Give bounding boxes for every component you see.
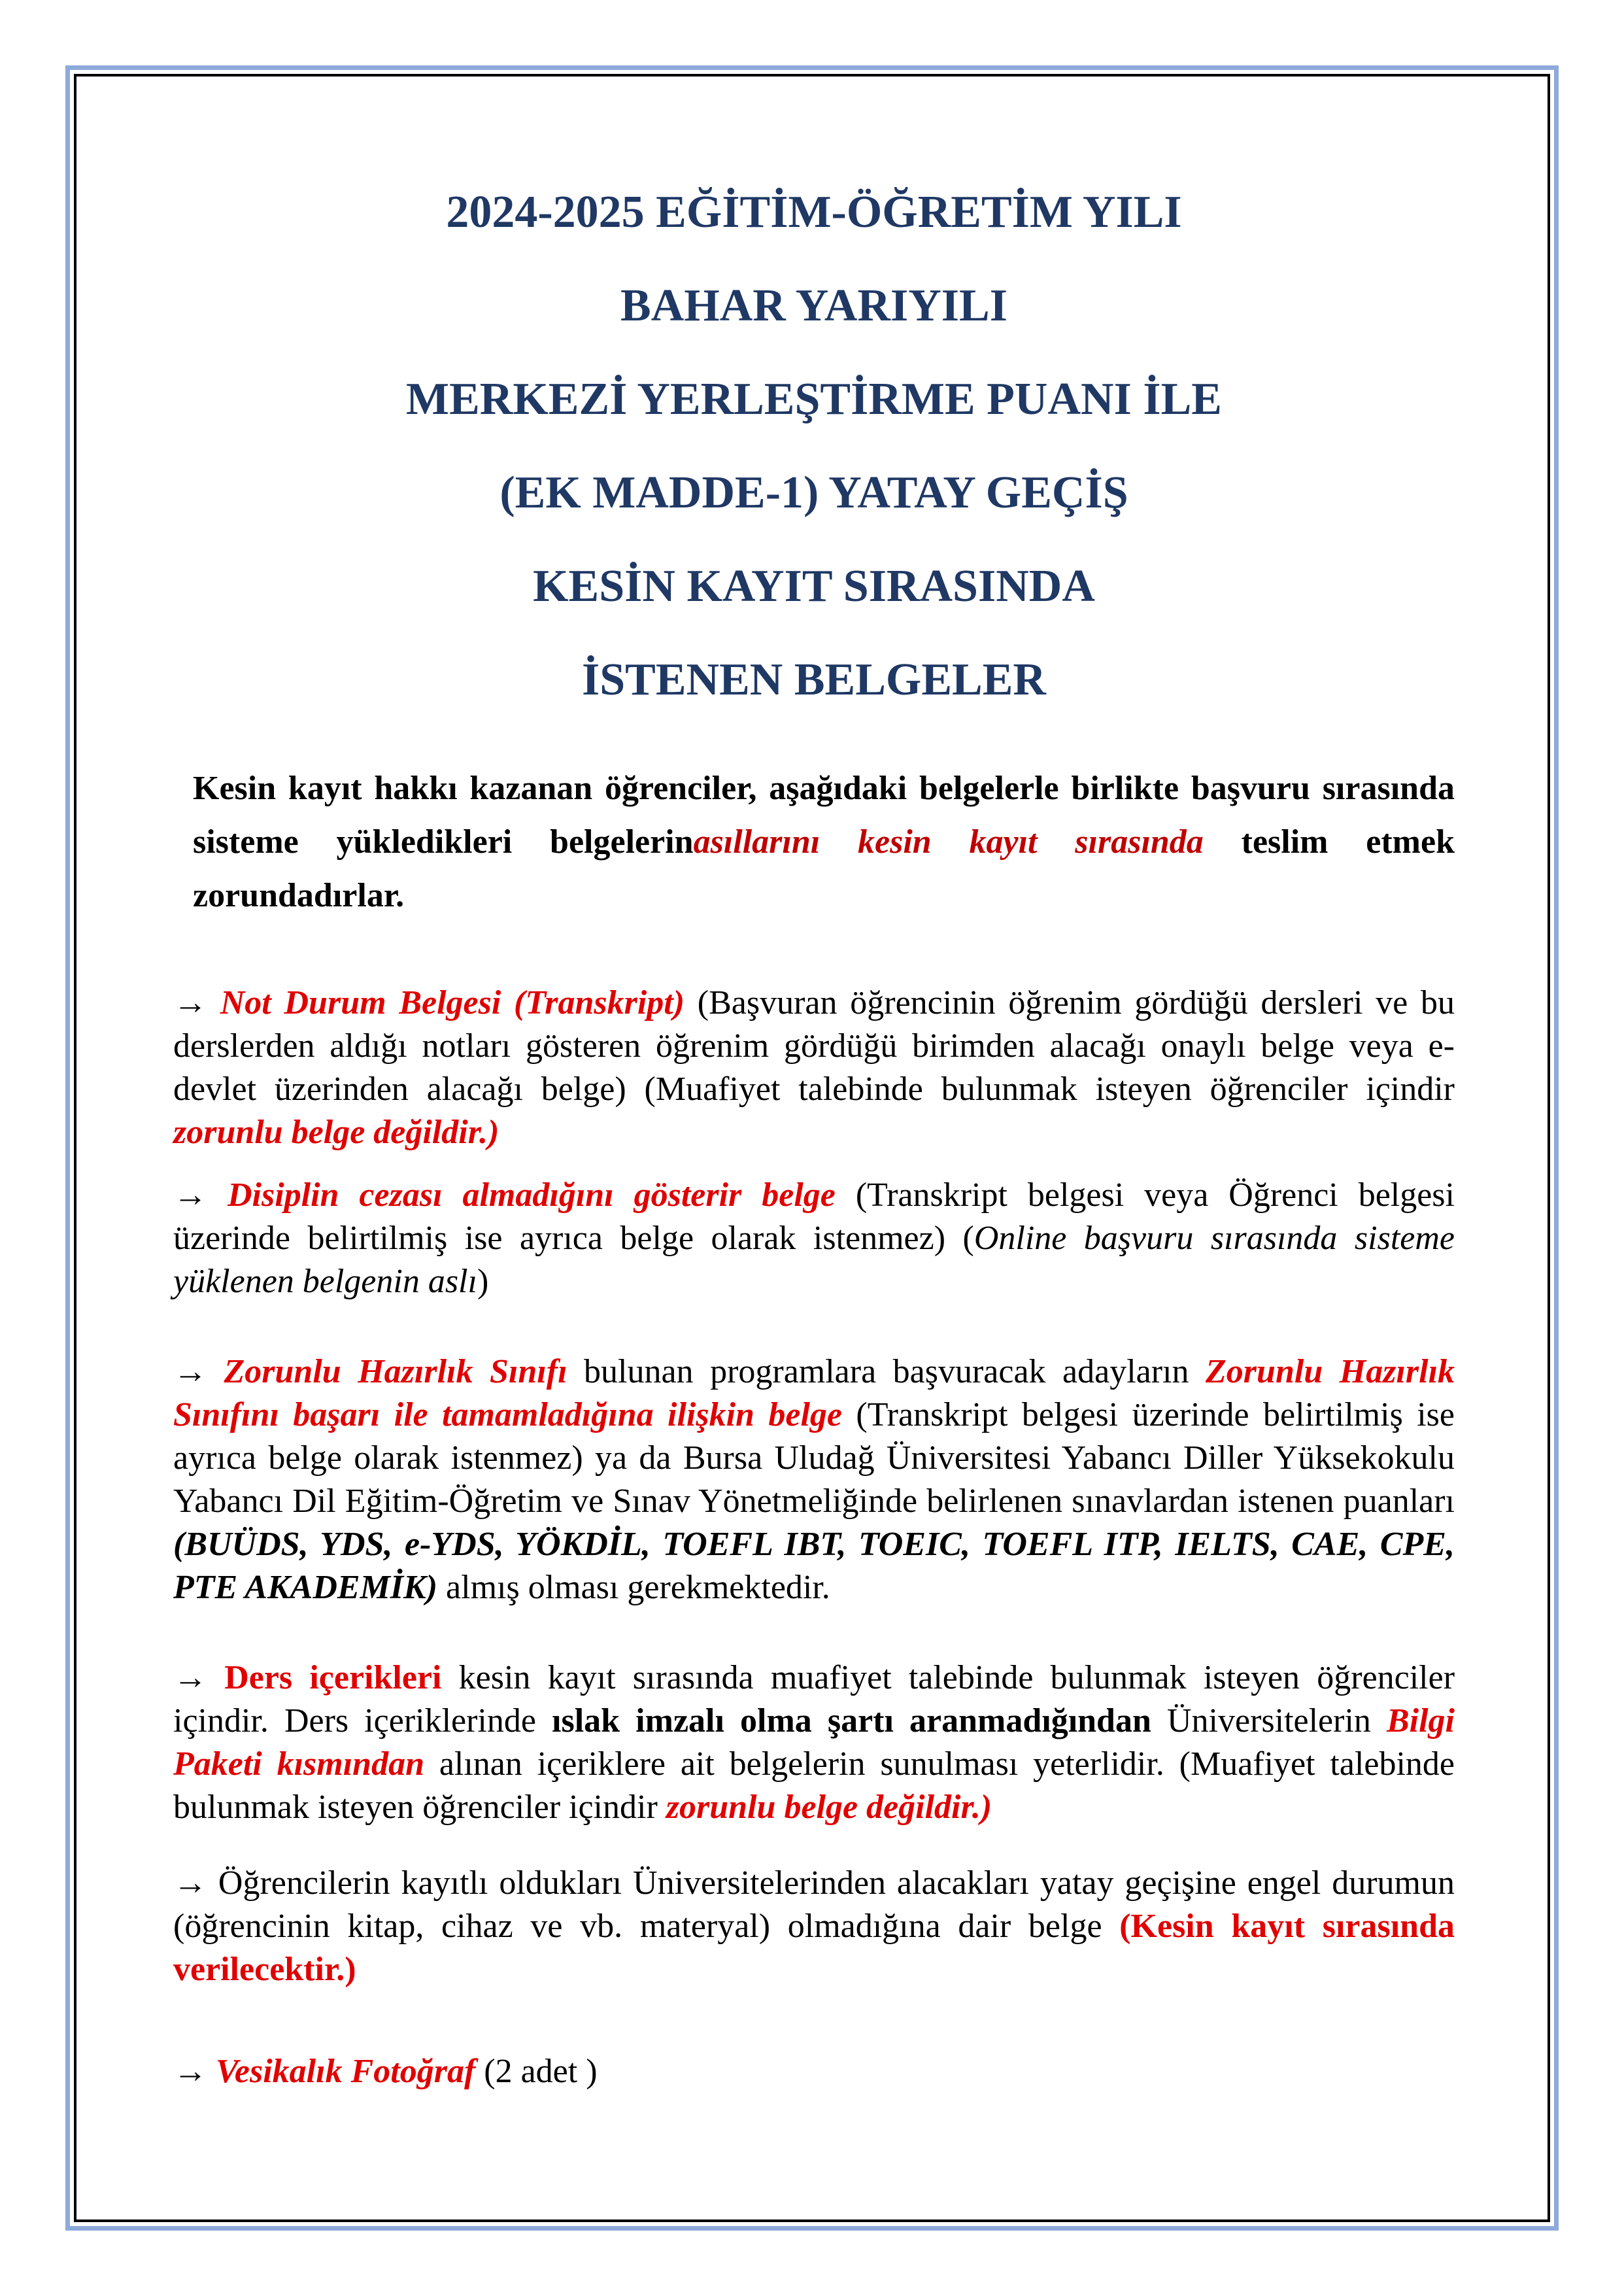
item-highlight: Bilgi Paketi kısmından xyxy=(173,1702,1455,1783)
intro-text-end: teslim etmek zorundadırlar. xyxy=(193,823,1455,914)
title-line-4: (EK MADDE-1) YATAY GEÇİŞ xyxy=(499,468,1128,518)
item-note: zorunlu belge değildir.) xyxy=(666,1789,992,1826)
item-bold-text: ıslak imzalı olma şartı aranmadığından xyxy=(552,1702,1151,1739)
title-line-3: MERKEZİ YERLEŞTİRME PUANI İLE xyxy=(406,374,1222,424)
item-title: Not Durum Belgesi (Transkript) xyxy=(220,984,685,1021)
list-item-transcript xyxy=(173,982,1455,1154)
item-title: Ders içerikleri xyxy=(224,1659,442,1696)
title-line-6: İSTENEN BELGELER xyxy=(582,655,1046,705)
intro-highlight: asıllarını kesin kayıt sırasında xyxy=(693,823,1204,861)
arrow-icon: → xyxy=(173,1864,218,1902)
arrow-icon: → xyxy=(173,1176,228,1214)
item-text: (Başvuran öğrencinin öğrenim gördüğü dersleri ve bu derslerden aldığı notları gösteren öğrenim gördüğü birimden alacağı onaylı belge veya e-devlet üzerinden alacağı belge) (Muafiyet talebinde bulunmak isteyen öğrenciler içindir xyxy=(173,984,1455,1108)
arrow-icon: → xyxy=(173,1659,225,1696)
item-note: (Kesin kayıt sırasında verilecektir.) xyxy=(173,1908,1455,1988)
intro-text: Kesin kayıt hakkı kazanan öğrenciler, aşağıdaki belgelerle birlikte başvuru sırasında sisteme yükledikleri belgelerin xyxy=(193,770,1455,861)
title-line-1: 2024-2025 EĞİTİM-ÖĞRETİM YILI xyxy=(446,187,1182,237)
list-item-photo xyxy=(173,2050,1455,2093)
item-text: Öğrencilerin kayıtlı oldukları Üniversitelerinden alacakları yatay geçişine engel durumun (öğrencinin kitap, cihaz ve vb. materyal) olmadığına dair belge xyxy=(173,1864,1455,1945)
item-text: (2 adet ) xyxy=(475,2053,598,2090)
item-text-3: alınan içeriklere ait belgelerin sunulması yeterlidir. (Muafiyet talebinde bulunmak isteyen öğrenciler içindir xyxy=(173,1745,1455,1826)
item-note: zorunlu belge değildir.) xyxy=(173,1114,499,1151)
list-item-course-contents xyxy=(173,1656,1455,1829)
item-text: kesin kayıt sırasında muafiyet talebinde bulunmak isteyen öğrenciler içindir. Ders içeriklerinde xyxy=(173,1659,1455,1739)
item-text-2: (Transkript belgesi üzerinde belirtilmiş ise ayrıca belge olarak istenmez) ya da Bursa Uludağ Üniversitesi Yabancı Diller Yüksekokulu Yabancı Dil Eğitim-Öğretim ve Sınav Yönetmeliğinde belirlenen sınavlardan istenen puanları xyxy=(173,1396,1455,1520)
item-title: Vesikalık Fotoğraf xyxy=(216,2053,476,2090)
document-body xyxy=(173,187,1455,2093)
item-text: (Transkript belgesi veya Öğrenci belgesi üzerinde belirtilmiş ise ayrıca belge olarak istenmez) ( xyxy=(173,1176,1455,1257)
list-item-no-obstacle xyxy=(173,1862,1455,1991)
item-title: Disiplin cezası almadığını gösterir belge xyxy=(227,1176,836,1214)
item-title: Zorunlu Hazırlık Sınıfı xyxy=(224,1353,567,1390)
item-text-3: almış olması gerekmektedir. xyxy=(437,1569,830,1606)
item-exam-list: (BUÜDS, YDS, e-YDS, YÖKDİL, TOEFL IBT, TOEIC, TOEFL ITP, IELTS, CAE, CPE, PTE AKADEMİK) xyxy=(173,1526,1455,1606)
arrow-icon: → xyxy=(173,984,220,1021)
document-title xyxy=(173,187,1455,705)
list-item-discipline xyxy=(173,1174,1455,1303)
item-text-2: Üniversitelerin xyxy=(1151,1702,1387,1739)
list-item-prep-class xyxy=(173,1350,1455,1609)
intro-paragraph xyxy=(193,762,1455,923)
item-title-2: Zorunlu Hazırlık Sınıfını başarı ile tamamladığına ilişkin belge xyxy=(173,1353,1455,1433)
item-text: bulunan programlara başvuracak adayların xyxy=(567,1353,1206,1390)
arrow-icon: → xyxy=(173,1353,224,1390)
title-line-2: BAHAR YARIYILI xyxy=(620,281,1007,331)
item-text-end: ) xyxy=(477,1263,489,1300)
arrow-icon: → xyxy=(173,2053,216,2090)
item-italic-text: Online başvuru sırasında sisteme yüklenen belgenin aslı xyxy=(173,1220,1455,1300)
title-line-5: KESİN KAYIT SIRASINDA xyxy=(533,561,1095,611)
